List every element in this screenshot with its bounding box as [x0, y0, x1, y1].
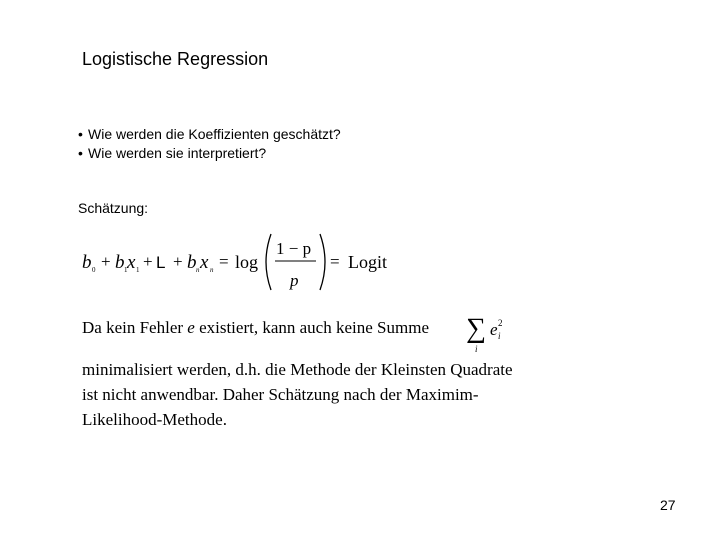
bullet-symbol: • — [78, 126, 83, 142]
eq-plus-1: + — [101, 252, 111, 271]
slide-title: Logistische Regression — [82, 49, 269, 69]
list-item — [78, 144, 341, 163]
eq-plus-3: + — [173, 252, 183, 271]
line1-var-e: e — [187, 318, 195, 337]
eq-equals-1: = — [219, 252, 229, 271]
paragraph-line-3: ist nicht anwendbar. Daher Schätzung nach der Maximim- — [82, 385, 479, 404]
bullet-text: Wie werden die Koeffizienten geschätzt? — [88, 126, 341, 142]
paragraph-line-4: Likelihood-Methode. — [82, 410, 227, 429]
line1-text-a: Da kein Fehler — [82, 318, 188, 337]
eq-b0-sub: 0 — [92, 266, 96, 274]
sum-index: i — [475, 344, 478, 354]
eq-xn-sub: n — [210, 266, 214, 274]
eq-plus-2: + — [143, 252, 153, 271]
sum-superscript: 2 — [498, 318, 503, 328]
section-label: Schätzung: — [78, 200, 149, 216]
eq-logit: Logit — [348, 252, 387, 272]
paragraph-line-1 — [82, 315, 429, 340]
sigma-icon: ∑ — [466, 313, 486, 344]
eq-xn: x — [200, 252, 209, 273]
question-list — [78, 125, 341, 163]
sum-e: e — [490, 320, 498, 339]
eq-bn: b — [187, 252, 197, 273]
eq-log: log — [235, 252, 259, 272]
logit-equation — [80, 230, 420, 294]
eq-left-paren — [266, 234, 271, 290]
eq-x1: x — [127, 252, 136, 273]
page-number: 27 — [660, 497, 676, 513]
line1-text-b: existiert, kann auch keine Summe — [194, 318, 429, 337]
eq-denominator: p — [290, 271, 299, 290]
eq-dots: L — [156, 253, 166, 272]
eq-b0: b — [82, 252, 92, 273]
eq-b1: b — [115, 252, 125, 273]
eq-numerator: 1 − p — [276, 239, 312, 258]
eq-equals-2: = — [330, 252, 340, 271]
eq-bn-sub: n — [196, 266, 200, 274]
sum-of-squares-symbol — [466, 310, 526, 360]
eq-right-paren — [320, 234, 325, 290]
bullet-text: Wie werden sie interpretiert? — [88, 145, 267, 161]
list-item — [78, 125, 341, 144]
bullet-symbol: • — [78, 145, 83, 161]
eq-b1-sub: 1 — [124, 266, 128, 274]
paragraph-line-2: minimalisiert werden, d.h. die Methode der Kleinsten Quadrate — [82, 360, 513, 379]
eq-x1-sub: 1 — [136, 266, 140, 274]
sum-subscript: i — [498, 331, 501, 341]
